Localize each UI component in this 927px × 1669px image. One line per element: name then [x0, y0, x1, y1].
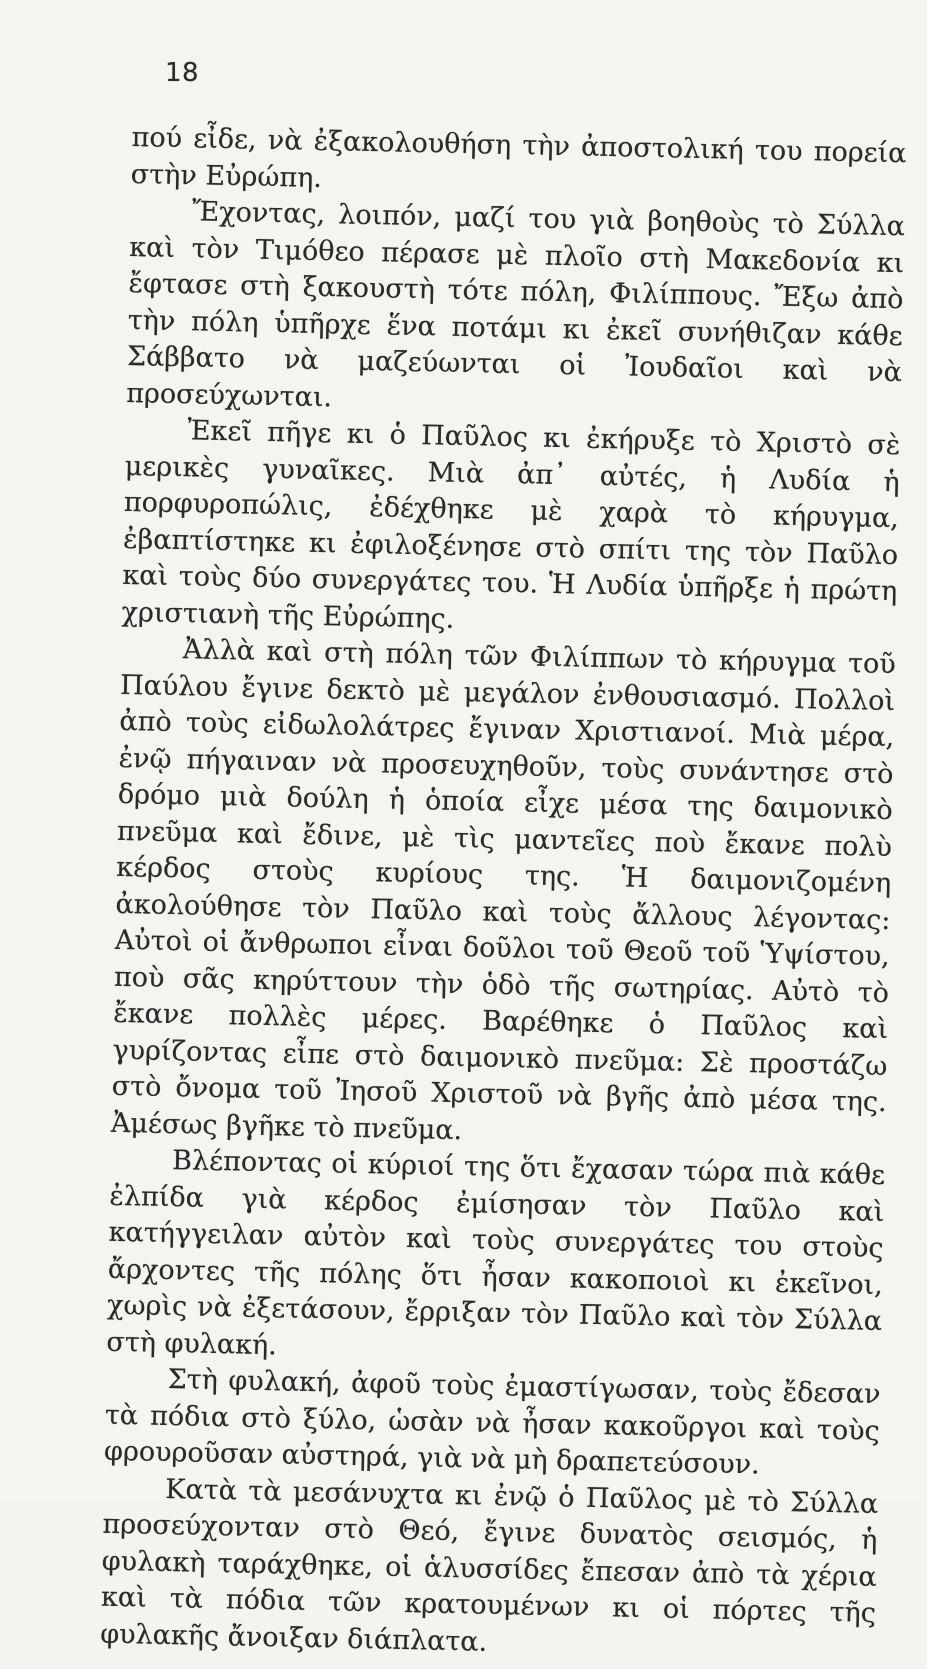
- paragraph-7: Κατὰ τὰ μεσάνυχτα κι ἐνῷ ὁ Παῦλος μὲ τὸ Σύλλα προσεύχονταν στὸ Θεό, ἔγινε δυνατὸς σεισμός, ἡ φυλακὴ ταράχθηκε, οἱ ἁλυσσίδες ἔπεσαν ἀπὸ τὰ χέρια καὶ τὰ πόδια τῶν κρατουμένων κι οἱ πόρτες τῆς φυλακῆς ἄνοιξαν διάπλατα.: [99, 1473, 879, 1658]
- paragraph-6: Στὴ φυλακή, ἀφοῦ τοὺς ἐμαστίγωσαν, τοὺς ἔδεσαν τὰ πόδια στὸ ξύλο, ὡσὰν νὰ ἦσαν κακοῦργοι καὶ τοὺς φρουροῦσαν αὐστηρά, γιὰ νὰ μὴ δραπετεύσουν.: [103, 1364, 881, 1481]
- paragraph-1: πού εἶδε, νὰ ἐξακολουθήση τὴν ἀποστολική του πορεία στὴν Εὐρώπη.: [130, 121, 907, 194]
- paragraph-4: Ἀλλὰ καὶ στὴ πόλη τῶν Φιλίππων τὸ κήρυγμα τοῦ Παύλου ἔγινε δεκτὸ μὲ μεγάλον ἐνθουσιασμό. Πολλοὶ ἀπὸ τοὺς εἰδωλολάτρες ἔγιναν Χριστιανοί. Μιὰ μέρα, ἐνῷ πήγαιναν νὰ προσευχηθοῦν, τοὺς συνάντησε στὸ δρόμο μιὰ δούλη ἡ ὁποία εἶχε μέσα της δαιμονικὸ πνεῦμα καὶ ἔδινε, μὲ τὶς μαντεῖες ποὺ ἔκανε πολὺ κέρδος στοὺς κυρίους της. Ἡ δαιμονιζομένη ἀκολούθησε τὸν Παῦλο καὶ τοὺς ἄλλους λέγοντας: Αὐτοὶ οἱ ἄνθρωποι εἶναι δοῦλοι τοῦ Θεοῦ τοῦ Ὑψίστου, ποὺ σᾶς κηρύττουν τὴν ὁδὸ τῆς σωτηρίας. Αὐτὸ τὸ ἔκανε πολλὲς μέρες. Βαρέθηκε ὁ Παῦλος καὶ γυρίζοντας εἶπε στὸ δαιμονικὸ πνεῦμα: Σὲ προστάζω στὸ ὄνομα τοῦ Ἰησοῦ Χριστοῦ νὰ βγῆς ἀπὸ μέσα της. Ἀμέσως βγῆκε τὸ πνεῦμα.: [110, 634, 897, 1146]
- paragraph-5: Βλέποντας οἱ κύριοί της ὅτι ἔχασαν τώρα πιὰ κάθε ἐλπίδα γιὰ κέρδος ἐμίσησαν τὸν Παῦλο καὶ κατήγγειλαν αὐτὸν καὶ τοὺς συνεργάτες του στοὺς ἄρχοντες τῆς πόλης ὅτι ἦσαν κακοποιοὶ κι ἐκεῖνοι, χωρὶς νὰ ἐξετάσουν, ἔρριξαν τὸν Παῦλο καὶ τὸν Σύλλα στὴ φυλακή.: [106, 1145, 886, 1361]
- paragraph-3: Ἐκεῖ πῆγε κι ὁ Παῦλος κι ἐκήρυξε τὸ Χριστὸ σὲ μερικὲς γυναῖκες. Μιὰ ἀπ᾽ αὐτές, ἡ Λυδία ἡ πορφυροπώλις, ἐδέχθηκε μὲ χαρὰ τὸ κήρυγμα, ἐβαπτίστηκε κι ἐφιλοξένησε στὸ σπίτι της τὸν Παῦλο καὶ τοὺς δύο συνεργάτες του. Ἡ Λυδία ὑπῆρξε ἡ πρώτη χριστιανὴ τῆς Εὐρώπης.: [121, 415, 901, 635]
- body-text: [100, 120, 907, 1669]
- paragraph-2: Ἔχοντας, λοιπόν, μαζί του γιὰ βοηθοὺς τὸ Σύλλα καὶ τὸν Τιμόθεο πέρασε μὲ πλοῖο στὴ Μακεδονία κι ἔφτασε στὴ ξακουστὴ τότε πόλη, Φιλίππους. Ἔξω ἀπὸ τὴν πόλη ὑπῆρχε ἕνα ποτάμι κι ἐκεῖ συνήθιζαν κάθε Σάββατο νὰ μαζεύωνται οἱ Ἰουδαῖοι καὶ νὰ προσεύχωνται.: [125, 196, 906, 413]
- page-number: 18: [165, 58, 200, 88]
